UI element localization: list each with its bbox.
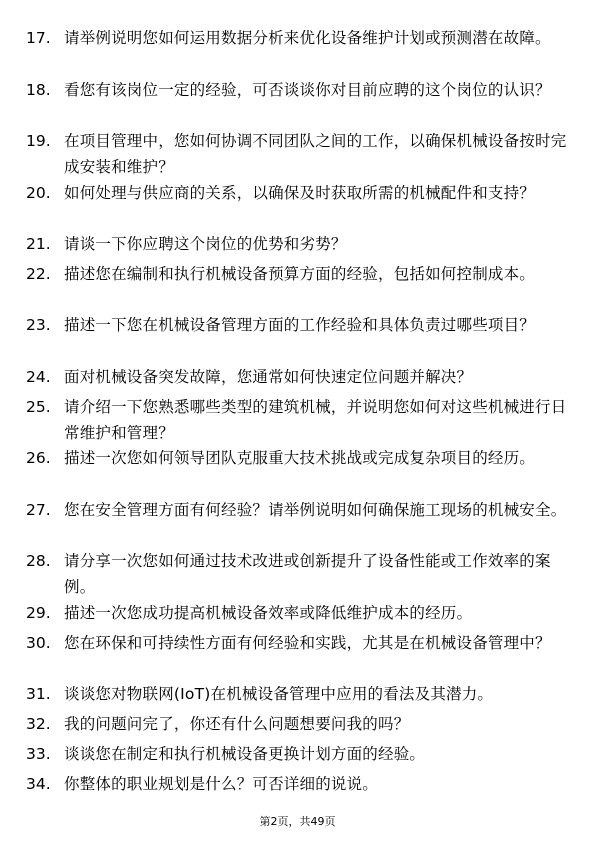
question-number: 21. (26, 235, 51, 253)
question-text: 描述一次您如何领导团队克服重大技术挑战或完成复杂项目的经历。 (64, 449, 536, 467)
question-text: 描述一下您在机械设备管理方面的工作经验和具体负责过哪些项目？ (64, 316, 536, 334)
question-text: 请介绍一下您熟悉哪些类型的建筑机械，并说明您如何对这些机械进行日常维护和管理？ (64, 398, 567, 442)
question-number: 27. (26, 501, 51, 519)
question-text: 如何处理与供应商的关系，以确保及时获取所需的机械配件和支持？ (64, 184, 536, 202)
question-number: 24. (26, 368, 51, 386)
question-number: 19. (26, 132, 51, 150)
question-number: 18. (26, 81, 51, 99)
question-number: 22. (26, 265, 51, 283)
page-footer (0, 815, 595, 829)
question-text: 描述一次您成功提高机械设备效率或降低维护成本的经历。 (64, 604, 473, 622)
question-text: 谈谈您在制定和执行机械设备更换计划方面的经验。 (64, 745, 426, 763)
question-number: 25. (26, 398, 51, 416)
question-number: 29. (26, 604, 51, 622)
question-text: 谈谈您对物联网(IoT)在机械设备管理中应用的看法及其潜力。 (64, 685, 494, 703)
question-number: 23. (26, 316, 51, 334)
question-number: 17. (26, 29, 51, 47)
question-number: 30. (26, 634, 51, 652)
question-text: 请分享一次您如何通过技术改进或创新提升了设备性能或工作效率的案例。 (64, 552, 551, 596)
question-number: 26. (26, 449, 51, 467)
page-number-label: 第2页，共49页 (259, 815, 336, 828)
question-number: 28. (26, 552, 51, 570)
question-text: 在项目管理中，您如何协调不同团队之间的工作，以确保机械设备按时完成安装和维护？ (64, 132, 567, 176)
question-text: 请谈一下你应聘这个岗位的优势和劣势？ (64, 235, 347, 253)
question-text: 你整体的职业规划是什么？可否详细的说说。 (64, 775, 379, 793)
question-text: 我的问题问完了，你还有什么问题想要问我的吗？ (64, 715, 410, 733)
question-number: 32. (26, 715, 51, 733)
question-text: 您在安全管理方面有何经验？请举例说明如何确保施工现场的机械安全。 (64, 501, 567, 519)
question-text: 面对机械设备突发故障，您通常如何快速定位问题并解决？ (64, 368, 473, 386)
question-text: 看您有该岗位一定的经验，可否谈谈你对目前应聘的这个岗位的认识？ (64, 81, 551, 99)
question-number: 31. (26, 685, 51, 703)
question-number: 33. (26, 745, 51, 763)
question-number: 20. (26, 184, 51, 202)
question-text: 请举例说明您如何运用数据分析来优化设备维护计划或预测潜在故障。 (64, 29, 551, 47)
question-number: 34. (26, 775, 51, 793)
question-text: 描述您在编制和执行机械设备预算方面的经验，包括如何控制成本。 (64, 265, 536, 283)
question-text: 您在环保和可持续性方面有何经验和实践，尤其是在机械设备管理中？ (64, 634, 551, 652)
